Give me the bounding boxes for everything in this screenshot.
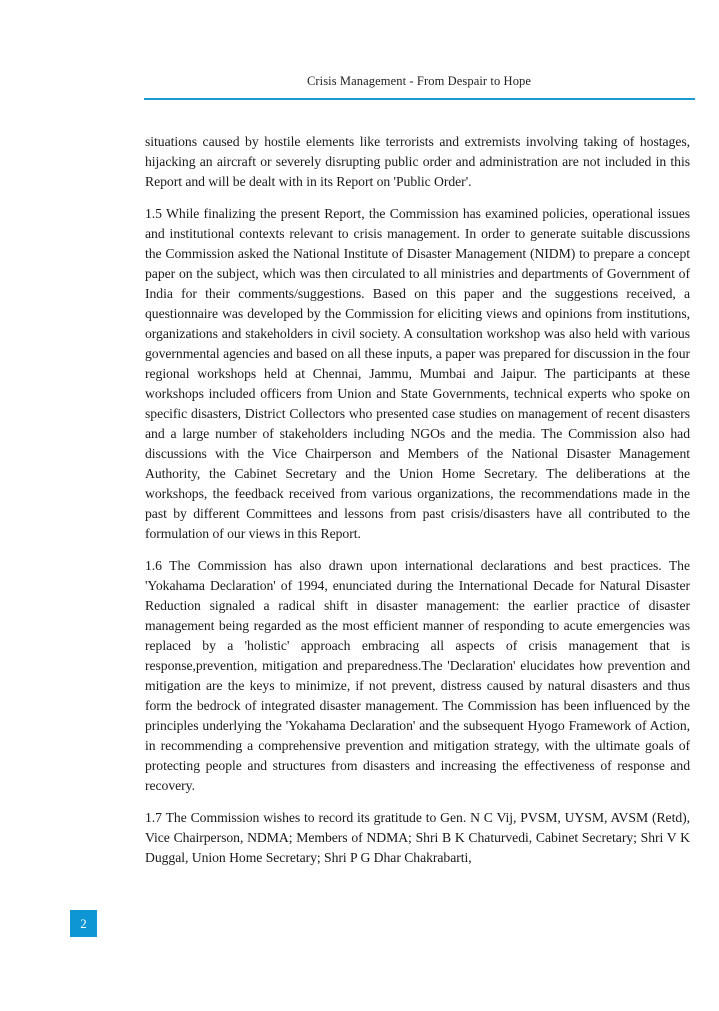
- page-number-badge: 2: [70, 910, 97, 937]
- header-divider: [144, 98, 695, 100]
- running-header-title: Crisis Management - From Despair to Hope: [306, 74, 532, 88]
- paragraph-1-5: 1.5 While finalizing the present Report, the Commission has examined policies, operational issues and institutional contexts relevant to crisis management. In order to generate suitable discussions the Commission asked the National Institute of Disaster Management (NIDM) to prepare a concept paper on the subject, which was then circulated to all ministries and departments of Government of India for their comments/suggestions. Based on this paper and the suggestions received, a questionnaire was developed by the Commission for eliciting views and opinions from institutions, organizations and stakeholders in civil society. A consultation workshop was also held with various governmental agencies and based on all these inputs, a paper was prepared for discussion in the four regional workshops held at Chennai, Jammu, Mumbai and Jaipur. The participants at these workshops included officers from Union and State Governments, technical experts who spoke on specific disasters, District Collectors who presented case studies on management of recent disasters and a large number of stakeholders including NGOs and the media. The Commission also had discussions with the Vice Chairperson and Members of the National Disaster Management Authority, the Cabinet Secretary and the Union Home Secretary. The deliberations at the workshops, the feedback received from various organizations, the recommendations made in the past by different Committees and lessons from past crisis/disasters have all contributed to the formulation of our views in this Report.: [145, 206, 690, 541]
- document-body: [145, 132, 690, 880]
- paragraph-continuation: situations caused by hostile elements like terrorists and extremists involving taking of hostages, hijacking an aircraft or severely disrupting public order and administration are not included in this Report and will be dealt with in its Report on 'Public Order'.: [145, 134, 690, 189]
- paragraph-1-7: 1.7 The Commission wishes to record its gratitude to Gen. N C Vij, PVSM, UYSM, AVSM (Retd), Vice Chairperson, NDMA; Members of NDMA; Shri B K Chaturvedi, Cabinet Secretary; Shri V K Duggal, Union Home Secretary; Shri P G Dhar Chakrabarti,: [145, 810, 690, 865]
- paragraph-1-6: 1.6 The Commission has also drawn upon international declarations and best practices. The 'Yokahama Declaration' of 1994, enunciated during the International Decade for Natural Disaster Reduction signaled a radical shift in disaster management: the earlier practice of disaster management being regarded as the most efficient manner of responding to acute emergencies was replaced by a 'holistic' approach embracing all aspects of crisis management that is response,prevention, mitigation and preparedness.The 'Declaration' elucidates how prevention and mitigation are the keys to minimize, if not prevent, distress caused by natural disasters and thus form the bedrock of integrated disaster management. The Commission has been influenced by the principles underlying the 'Yokahama Declaration' and the subsequent Hyogo Framework of Action, in recommending a comprehensive prevention and mitigation strategy, with the ultimate goals of protecting people and structures from disasters and increasing the effectiveness of response and recovery.: [145, 558, 690, 793]
